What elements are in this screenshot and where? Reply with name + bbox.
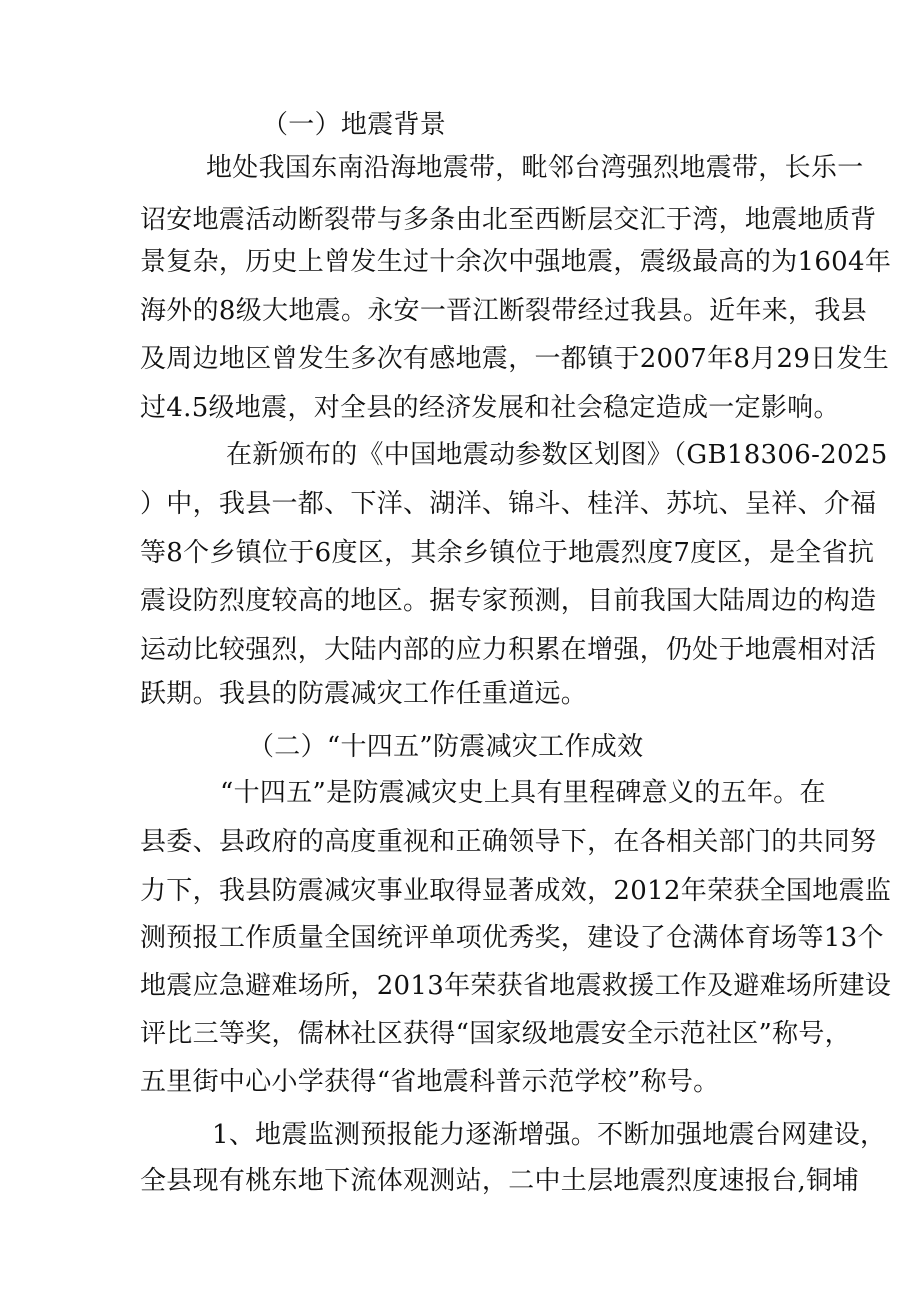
paragraph-line: “十四五”是防震减灾史上具有里程碑意义的五年。在 bbox=[220, 778, 826, 808]
paragraph-line: 景复杂，历史上曾发生过十余次中强地震，震级最高的为1604年 bbox=[140, 247, 892, 277]
paragraph-line: 全县现有桃东地下流体观测站，二中土层地震烈度速报台,铜埔 bbox=[140, 1166, 859, 1196]
paragraph-line: 跃期。我县的防震减灾工作任重道远。 bbox=[140, 679, 588, 709]
paragraph-line: 等8个乡镇位于6度区，其余乡镇位于地震烈度7度区，是全省抗 bbox=[140, 538, 875, 568]
paragraph-line: 力下，我县防震减灾事业取得显著成效，2012年荣获全国地震监 bbox=[140, 876, 892, 906]
section-heading-earthquake-background: （一）地震背景 bbox=[262, 110, 447, 140]
paragraph-line: 及周边地区曾发生多次有感地震，一都镇于2007年8月29日发生 bbox=[140, 344, 890, 374]
paragraph-line: 诏安地震活动断裂带与多条由北至西断层交汇于湾，地震地质背 bbox=[140, 205, 877, 235]
paragraph-line: 县委、县政府的高度重视和正确领导下，在各相关部门的共同努 bbox=[140, 827, 877, 857]
paragraph-line: ）中，我县一都、下洋、湖洋、锦斗、桂洋、苏坑、呈祥、介福 bbox=[140, 489, 877, 519]
paragraph-line: 运动比较强烈，大陆内部的应力积累在增强，仍处于地震相对活 bbox=[140, 635, 877, 665]
paragraph-line: 在新颁布的《中国地震动参数区划图》（GB18306-2025 bbox=[226, 440, 888, 470]
paragraph-line: 海外的8级大地震。永安一晋江断裂带经过我县。近年来，我县 bbox=[140, 296, 867, 326]
paragraph-line: 震设防烈度较高的地区。据专家预测，目前我国大陆周边的构造 bbox=[140, 586, 877, 616]
paragraph-line: 地处我国东南沿海地震带，毗邻台湾强烈地震带，长乐一 bbox=[206, 153, 864, 183]
paragraph-line: 过4.5级地震，对全县的经济发展和社会稳定造成一定影响。 bbox=[140, 393, 840, 423]
paragraph-line: 测预报工作质量全国统评单项优秀奖，建设了仓满体育场等13个 bbox=[140, 923, 884, 953]
paragraph-line: 1、地震监测预报能力逐渐增强。不断加强地震台网建设， bbox=[212, 1120, 887, 1150]
section-heading-achievements: （二）“十四五”防震减灾工作成效 bbox=[248, 732, 644, 762]
paragraph-line: 地震应急避难场所，2013年荣获省地震救援工作及避难场所建设 bbox=[140, 971, 892, 1001]
paragraph-line: 五里街中心小学获得“省地震科普示范学校”称号。 bbox=[140, 1067, 720, 1097]
paragraph-line: 评比三等奖，儒林社区获得“国家级地震安全示范社区”称号， bbox=[140, 1019, 851, 1049]
